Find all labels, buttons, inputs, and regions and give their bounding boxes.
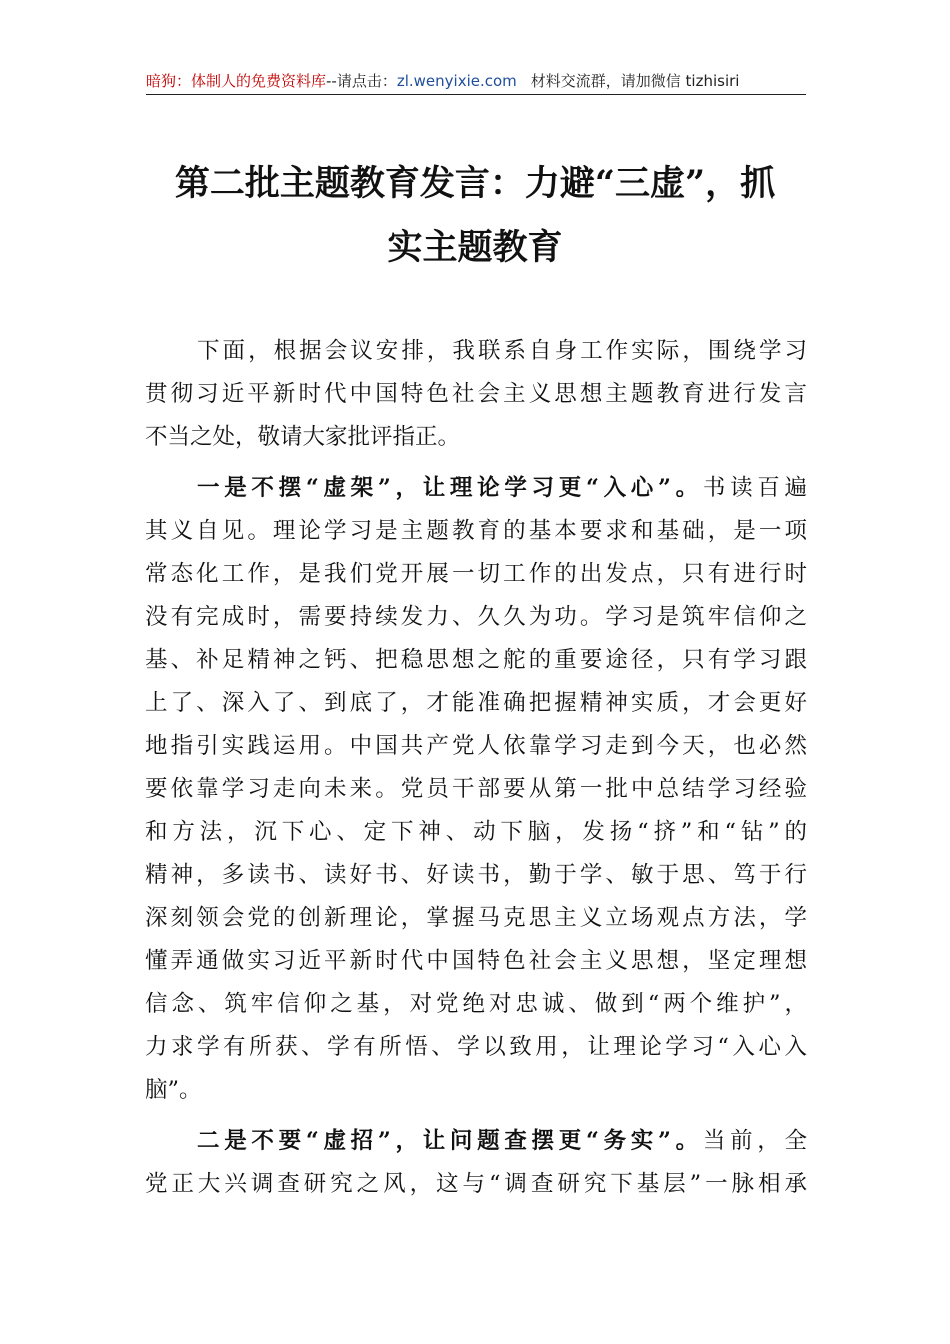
text-line: 不当之处，敬请大家批评指正。 (145, 424, 461, 450)
text-line: 上了、深入了、到底了，才能准确把握精神实质，才会更好 (145, 690, 807, 716)
text-line: 常态化工作，是我们党开展一切工作的出发点，只有进行时 (145, 561, 807, 587)
text-line: 地指引实践运用。中国共产党人依靠学习走到今天，也必然 (145, 733, 807, 759)
header-contact: 材料交流群，请加微信 tizhisiri (530, 72, 740, 90)
text-line: 和方法，沉下心、定下神、动下脑，发扬“挤”和“钻”的 (145, 819, 807, 845)
text-line: 精神，多读书、读好书、好读书，勤于学、敏于思、笃于行 (145, 862, 807, 888)
header-bar (146, 68, 806, 95)
text-line: 脑”。 (145, 1077, 202, 1103)
header-brand: 暗狗：体制人的免费资料库 (146, 72, 327, 90)
text-line: 基、补足精神之钙、把稳思想之舵的重要途径，只有学习跟 (145, 647, 807, 673)
text-line (145, 1120, 807, 1163)
document-body (145, 330, 807, 1206)
text-line: 信念、筑牢信仰之基，对党绝对忠诚、做到“两个维护”， (145, 991, 807, 1017)
paragraph-two (145, 1120, 807, 1206)
paragraph-one-first-text: 书读百遍 (702, 475, 807, 501)
text-line: 力求学有所获、学有所悟、学以致用，让理论学习“入心入 (145, 1034, 807, 1060)
text-line: 党正大兴调查研究之风，这与“调查研究下基层”一脉相承 (145, 1171, 807, 1197)
text-line (145, 467, 807, 510)
text-line: 其义自见。理论学习是主题教育的基本要求和基础，是一项 (145, 518, 807, 544)
paragraph-intro (145, 330, 807, 459)
text-line: 要依靠学习走向未来。党员干部要从第一批中总结学习经验 (145, 776, 807, 802)
text-line: 没有完成时，需要持续发力、久久为功。学习是筑牢信仰之 (145, 604, 807, 630)
text-line: 深刻领会党的创新理论，掌握马克思主义立场观点方法，学 (145, 905, 807, 931)
title-line-1: 第二批主题教育发言：力避“三虚”，抓 (174, 163, 776, 204)
text-line: 下面，根据会议安排，我联系自身工作实际，围绕学习 (197, 338, 807, 364)
paragraph-two-heading: 二是不要“虚招”，让问题查摆更“务实”。 (197, 1128, 703, 1154)
header-url-link[interactable]: zl.wenyixie.com (396, 72, 517, 90)
document-title (150, 152, 800, 280)
text-line: 懂弄通做实习近平新时代中国特色社会主义思想，坚定理想 (145, 948, 807, 974)
paragraph-two-first-text: 当前，全 (702, 1128, 807, 1154)
header-separator: --请点击： (326, 72, 397, 90)
paragraph-one-heading: 一是不摆“虚架”，让理论学习更“入心”。 (197, 475, 703, 501)
paragraph-one (145, 467, 807, 1112)
title-line-2: 实主题教育 (387, 227, 563, 268)
text-line: 贯彻习近平新时代中国特色社会主义思想主题教育进行发言 (145, 381, 807, 407)
